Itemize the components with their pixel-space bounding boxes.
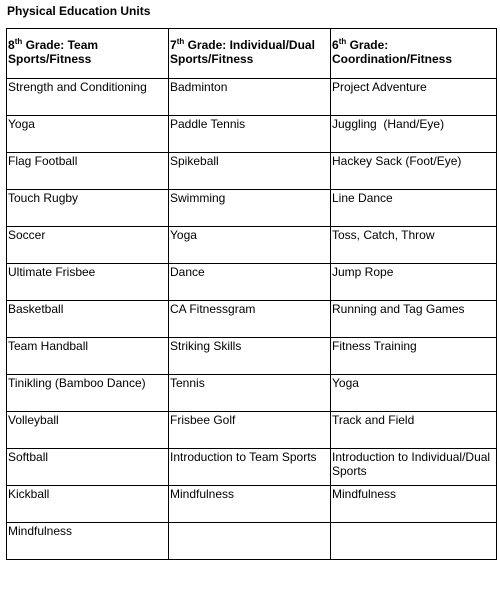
table-row bbox=[7, 264, 497, 301]
table-cell: Dance bbox=[169, 264, 331, 301]
header-grade-number: 6 bbox=[332, 38, 339, 52]
header-grade-suffix: th bbox=[14, 37, 23, 46]
header-grade-number: 8 bbox=[8, 38, 15, 52]
table-cell bbox=[169, 523, 331, 560]
table-row bbox=[7, 523, 497, 560]
table-cell: Hackey Sack (Foot/Eye) bbox=[331, 153, 497, 190]
header-grade-suffix: th bbox=[176, 37, 185, 46]
table-cell: Team Handball bbox=[7, 338, 169, 375]
table-cell: Yoga bbox=[7, 116, 169, 153]
table-cell: Mindfulness bbox=[7, 523, 169, 560]
table-row bbox=[7, 449, 497, 486]
table-cell: Introduction to Individual/Dual Sports bbox=[331, 449, 497, 486]
table-cell: Volleyball bbox=[7, 412, 169, 449]
table-row bbox=[7, 79, 497, 116]
table-cell: Tennis bbox=[169, 375, 331, 412]
table-row bbox=[7, 301, 497, 338]
table-cell: Yoga bbox=[169, 227, 331, 264]
table-body bbox=[7, 79, 497, 560]
table-cell: Jump Rope bbox=[331, 264, 497, 301]
table-row bbox=[7, 412, 497, 449]
table-cell: Softball bbox=[7, 449, 169, 486]
table-cell: Running and Tag Games bbox=[331, 301, 497, 338]
table-cell: Frisbee Golf bbox=[169, 412, 331, 449]
table-cell: Yoga bbox=[331, 375, 497, 412]
table-cell: Project Adventure bbox=[331, 79, 497, 116]
table-cell: Badminton bbox=[169, 79, 331, 116]
table-cell: Flag Football bbox=[7, 153, 169, 190]
table-row bbox=[7, 486, 497, 523]
table-cell bbox=[331, 523, 497, 560]
header-grade-label: Grade: Individual/Dual Sports/Fitness bbox=[170, 38, 315, 66]
table-cell: Fitness Training bbox=[331, 338, 497, 375]
table-row bbox=[7, 227, 497, 264]
header-row bbox=[7, 29, 497, 79]
table-cell: Spikeball bbox=[169, 153, 331, 190]
table-cell: Strength and Conditioning bbox=[7, 79, 169, 116]
table-cell: Soccer bbox=[7, 227, 169, 264]
table-row bbox=[7, 375, 497, 412]
table-row bbox=[7, 153, 497, 190]
header-grade-label: Grade: Team Sports/Fitness bbox=[8, 38, 99, 66]
table-cell: Swimming bbox=[169, 190, 331, 227]
header-7th-grade bbox=[169, 29, 331, 79]
table-cell: Tinikling (Bamboo Dance) bbox=[7, 375, 169, 412]
table-row bbox=[7, 116, 497, 153]
table-cell: Introduction to Team Sports bbox=[169, 449, 331, 486]
header-grade-suffix: th bbox=[338, 37, 347, 46]
table-cell: Line Dance bbox=[331, 190, 497, 227]
table-cell: Kickball bbox=[7, 486, 169, 523]
header-8th-grade bbox=[7, 29, 169, 79]
table-header bbox=[7, 29, 497, 79]
table-cell: CA Fitnessgram bbox=[169, 301, 331, 338]
table-cell: Juggling (Hand/Eye) bbox=[331, 116, 497, 153]
header-grade-number: 7 bbox=[170, 38, 177, 52]
table-cell: Striking Skills bbox=[169, 338, 331, 375]
table-cell: Touch Rugby bbox=[7, 190, 169, 227]
table-cell: Mindfulness bbox=[169, 486, 331, 523]
table-row bbox=[7, 338, 497, 375]
document-title: Physical Education Units bbox=[7, 4, 151, 18]
table-cell: Basketball bbox=[7, 301, 169, 338]
units-table bbox=[6, 28, 497, 560]
table-cell: Paddle Tennis bbox=[169, 116, 331, 153]
table-cell: Ultimate Frisbee bbox=[7, 264, 169, 301]
table-cell: Track and Field bbox=[331, 412, 497, 449]
header-grade-label: Grade: Coordination/Fitness bbox=[332, 38, 452, 66]
table-row bbox=[7, 190, 497, 227]
table-cell: Mindfulness bbox=[331, 486, 497, 523]
header-6th-grade bbox=[331, 29, 497, 79]
table-cell: Toss, Catch, Throw bbox=[331, 227, 497, 264]
